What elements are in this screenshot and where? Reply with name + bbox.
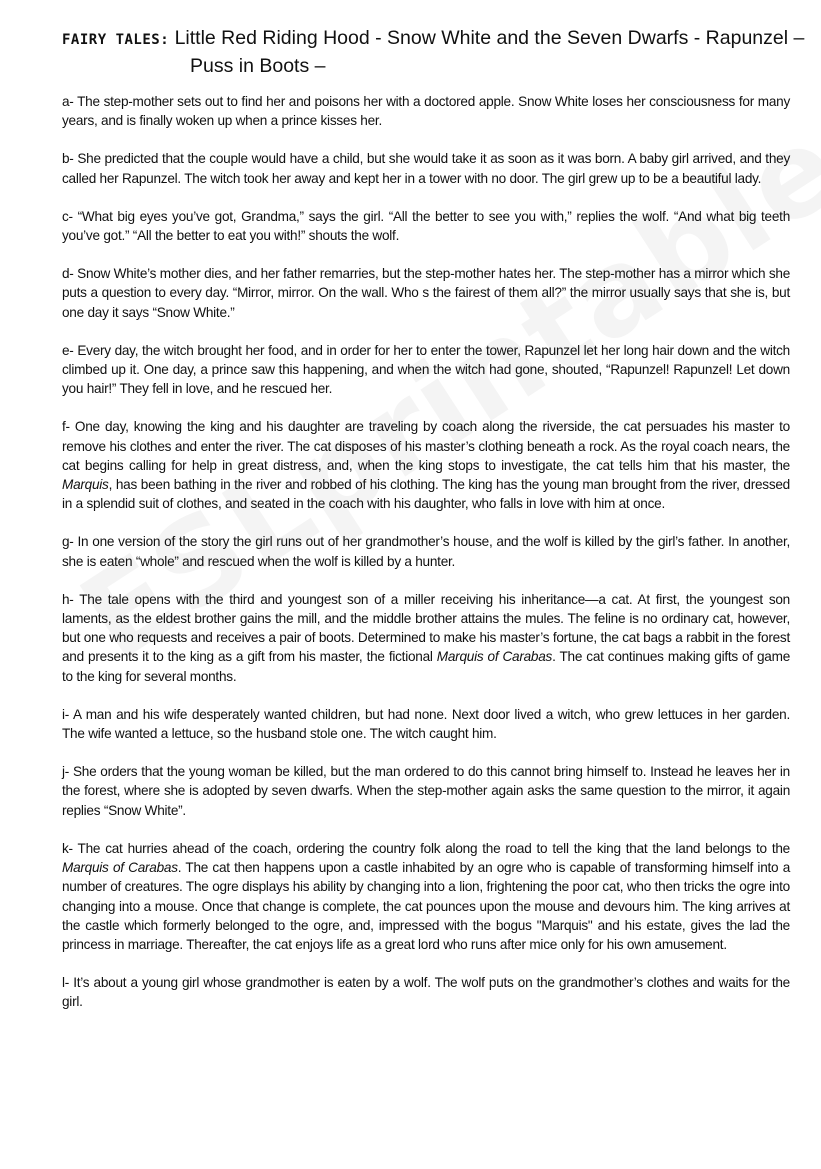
- paragraph-a: [62, 92, 790, 130]
- worksheet-header: [62, 26, 805, 78]
- italic-term: Marquis of Carabas: [62, 860, 178, 876]
- paragraph-i: [62, 705, 790, 743]
- italic-term: Marquis: [62, 477, 109, 493]
- paragraph-c: [62, 207, 790, 245]
- paragraph-j: [62, 762, 790, 820]
- paragraph-text: , has been bathing in the river and robbed of his clothing. The king has the young man brought from the river, dressed in a splendid suit of clothes, and seated in the coach with his daughter, who falls in love with him at once.: [62, 477, 790, 512]
- paragraph-text: . The cat continues making gifts of game to the king for several months.: [62, 649, 791, 684]
- paragraph-text: a- The step-mother sets out to find her and poisons her with a doctored apple. Snow White loses her consciousness for many years, and is finally woken up when a prince kisses her.: [62, 94, 790, 129]
- paragraph-text: k- The cat hurries ahead of the coach, ordering the country folk along the road to tell the king that the land belongs to the: [62, 840, 790, 856]
- paragraph-text: i- A man and his wife desperately wanted children, but had none. Next door lived a witch, who grew lettuces in her garden. The wife wanted a lettuce, so the husband stole one. The witch caught him.: [62, 706, 790, 742]
- italic-term: Marquis of Carabas: [436, 649, 553, 665]
- paragraph-text: e- Every day, the witch brought her food, and in order for her to enter the tower, Rapunzel let her long hair down and the witch climbed up it. One day, a prince saw this happening, and when the witch had gone, shouted, “Rapunzel! Rapunzel! Let down you hair!” They fell in love, and he rescued her.: [62, 342, 790, 397]
- paragraph-l: [62, 973, 790, 1011]
- paragraph-text: j- She orders that the young woman be killed, but the man ordered to do this cannot bring himself to. Instead he leaves her in the forest, where she is adopted by seven dwarfs. When the step-mother again asks the same question to the mirror, it again replies “Snow White”.: [62, 764, 790, 818]
- paragraph-text: b- She predicted that the couple would have a child, but she would take it as soon as it was born. A baby girl arrived, and they called her Rapunzel. The witch took her away and kept her in a tower with no door. The girl grew up to be a beautiful lady.: [62, 151, 790, 186]
- paragraph-h: [62, 590, 790, 686]
- paragraph-e: [62, 341, 790, 399]
- paragraph-text: d- Snow White’s mother dies, and her father remarries, but the step-mother hates her. The step-mother has a mirror which she puts a question to every day. “Mirror, mirror. On the wall. Who s the fairest of them all?” the mirror usually says that she is, but one day it says “Snow White.”: [62, 266, 790, 320]
- paragraph-text: l- It’s about a young girl whose grandmother is eaten by a wolf. The wolf puts on the grandmother’s clothes and waits for the girl.: [62, 975, 790, 1010]
- paragraph-k: [62, 839, 790, 954]
- header-titles-line-2: Puss in Boots –: [190, 55, 326, 77]
- paragraph-d: [62, 264, 790, 322]
- header-line-1: [62, 26, 805, 52]
- paragraph-text: c- “What big eyes you’ve got, Grandma,” says the girl. “All the better to see you with,” replies the wolf. “And what big teeth you’ve got.” “All the better to eat you with!” shouts the wolf.: [62, 208, 790, 244]
- paragraph-g: [62, 532, 790, 570]
- paragraph-text: g- In one version of the story the girl runs out of her grandmother’s house, and the wolf is killed by the girl’s father. In another, she is eaten “whole” and rescued when the wolf is killed by a hunter.: [62, 534, 790, 569]
- paragraph-list: [62, 92, 790, 1031]
- paragraph-text: h- The tale opens with the third and youngest son of a miller receiving his inheritance—a cat. At first, the youngest son laments, as the eldest brother gains the mill, and the middle brother attains the mules. The feline is no ordinary cat, however, but one who requests and receives a pair of boots. Determined to make his master’s fortune, the cat bags a rabbit in the forest and presents it to the king as a gift from his master, the fictional: [62, 591, 790, 665]
- paragraph-f: [62, 417, 790, 513]
- header-label: FAIRY TALES:: [62, 32, 170, 48]
- header-titles-line-1: Little Red Riding Hood - Snow White and the Seven Dwarfs - Rapunzel –: [174, 27, 805, 49]
- paragraph-text: f- One day, knowing the king and his daughter are traveling by coach along the riverside, the cat persuades his master to remove his clothes and enter the river. The cat disposes of his master’s clothing beneath a rock. As the royal coach nears, the cat begins calling for help in great distress, and, when the king stops to investigate, the cat tells him that his master, the: [62, 419, 790, 473]
- paragraph-b: [62, 149, 790, 187]
- paragraph-text: . The cat then happens upon a castle inhabited by an ogre who is capable of transforming himself into a number of creatures. The ogre displays his ability by changing into a lion, frightening the poor cat, who then tricks the ogre into changing into a mouse. Once that change is complete, the cat pounces upon the mouse and devours him. The king arrives at the castle which formerly belonged to the ogre, and, impressed with the bogus "Marquis" and his estate, gives the lad the princess in marriage. Thereafter, the cat enjoys life as a great lord who runs after mice only for his own amusement.: [62, 860, 790, 952]
